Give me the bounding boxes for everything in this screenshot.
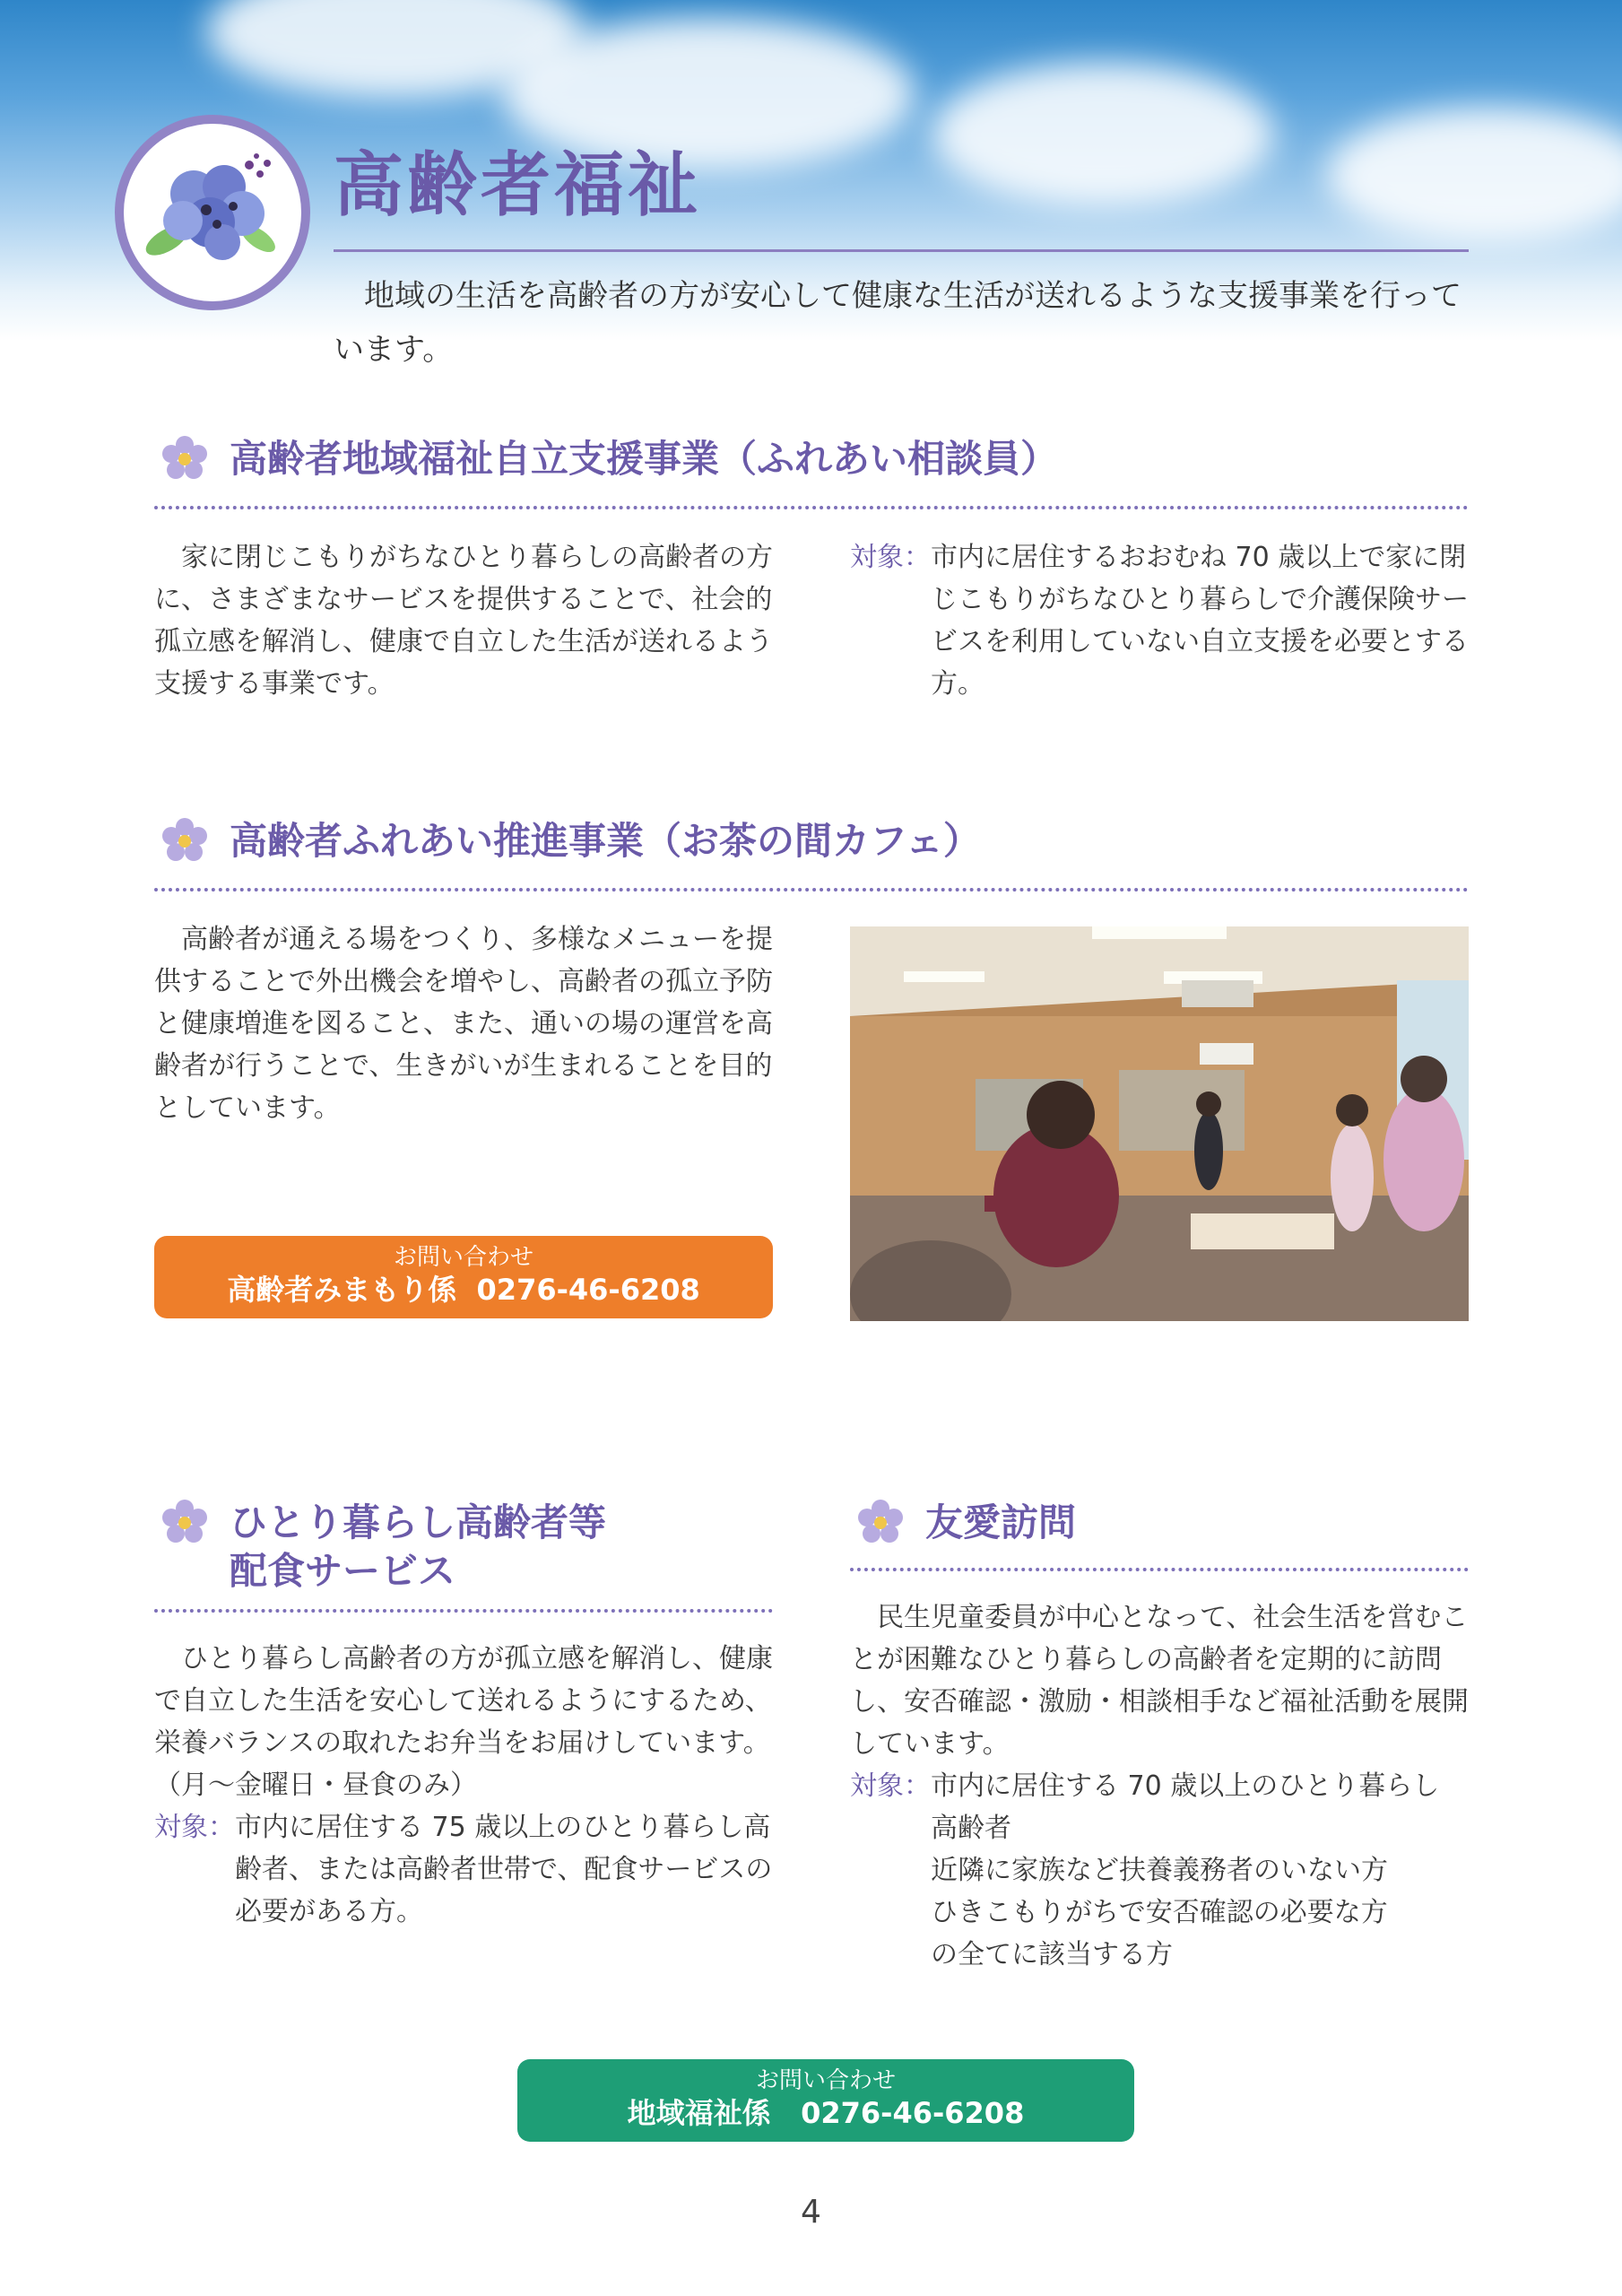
flower-bullet-icon: [855, 1498, 906, 1548]
target-label: 対象：: [850, 1770, 931, 1802]
contact-phone: 0276-46-6208: [801, 2096, 1025, 2130]
section-title-haishoku-line2: 配食サービス: [230, 1549, 456, 1593]
section-3-body: ひとり暮らし高齢者の方が孤立感を解消し、健康で自立した生活を安心して送れるようにするため、栄養バランスの取れたお弁当をお届けしています。（月～金曜日・昼食のみ）: [154, 1643, 773, 1801]
section-3-target: [154, 1806, 773, 1933]
section-title-fureai-soudanin: 高齢者地域福祉自立支援事業（ふれあい相談員）: [230, 437, 1059, 481]
contact-phone: 0276-46-6208: [476, 1273, 700, 1307]
contact-department: 地域福祉係: [627, 2096, 771, 2130]
hydrangea-icon: [124, 124, 301, 301]
target-line: 高齢者: [931, 1813, 1011, 1844]
target-line: 市内に居住する 70 歳以上のひとり暮らし: [931, 1770, 1440, 1802]
contact-line: [517, 2095, 1134, 2131]
exercise-class-photo: [850, 926, 1469, 1321]
contact-mimamori-button[interactable]: [154, 1236, 773, 1318]
dotted-divider: [850, 1568, 1469, 1571]
target-line: 近隣に家族など扶養義務者のいない方: [931, 1855, 1388, 1886]
dotted-divider: [154, 888, 1469, 891]
contact-line: [154, 1272, 773, 1308]
section-title-haishoku-line1: ひとり暮らし高齢者等: [230, 1500, 607, 1544]
contact-label: お問い合わせ: [755, 2067, 896, 2094]
title-rule: [334, 249, 1469, 252]
hydrangea-emblem: [115, 115, 310, 310]
flower-bullet-icon: [160, 434, 210, 484]
section-2-body: 高齢者が通える場をつくり、多様なメニューを提供することで外出機会を増やし、高齢者の孤立予防と健康増進を図ること、また、通いの場の運営を高齢者が行うことで、生きがいが生まれることを目的としています。: [154, 924, 773, 1124]
page-number: 4: [801, 2194, 821, 2231]
target-line: の全てに該当する方: [931, 1939, 1173, 1970]
dotted-divider: [154, 506, 1469, 509]
section-title-yuai-houmon: 友愛訪問: [925, 1500, 1077, 1544]
flower-bullet-icon: [160, 816, 210, 866]
contact-chiiki-fukushi-button[interactable]: [517, 2059, 1134, 2142]
target-text: 市内に居住する 75 歳以上のひとり暮らし高齢者、または高齢者世帯で、配食サービスの必要がある方。: [235, 1812, 773, 1927]
intro-text: 地域の生活を高齢者の方が安心して健康な生活が送れるような支援事業を行っています。: [334, 278, 1462, 368]
target-text: 市内に居住するおおむね 70 歳以上で家に閉じこもりがちなひとり暮らしで介護保険サービスを利用していない自立支援を必要とする方。: [931, 542, 1469, 700]
section-title-ochanoma-cafe: 高齢者ふれあい推進事業（お茶の間カフェ）: [230, 819, 981, 863]
contact-department: 高齢者みまもり係: [227, 1273, 457, 1307]
section-4-target: [850, 1765, 1469, 1976]
section-1-body: 家に閉じこもりがちなひとり暮らしの高齢者の方に、さまざまなサービスを提供することで、社会的孤立感を解消し、健康で自立した生活が送れるよう支援する事業です。: [154, 542, 773, 700]
section-1-target: [850, 536, 1469, 705]
target-lines: [931, 1765, 1439, 1976]
contact-label: お問い合わせ: [393, 1244, 533, 1271]
dotted-divider: [154, 1609, 773, 1613]
cloud-decoration: [932, 63, 1273, 206]
target-label: 対象：: [154, 1812, 235, 1843]
section-4-body: 民生児童委員が中心となって、社会生活を営むことが困難なひとり暮らしの高齢者を定期的に訪問し、安否確認・激励・相談相手など福祉活動を展開しています。: [850, 1602, 1469, 1760]
flower-bullet-icon: [160, 1498, 210, 1548]
page-title: 高齢者福祉: [334, 145, 702, 226]
target-label: 対象：: [850, 542, 931, 573]
target-line: ひきこもりがちで安否確認の必要な方: [931, 1897, 1388, 1928]
